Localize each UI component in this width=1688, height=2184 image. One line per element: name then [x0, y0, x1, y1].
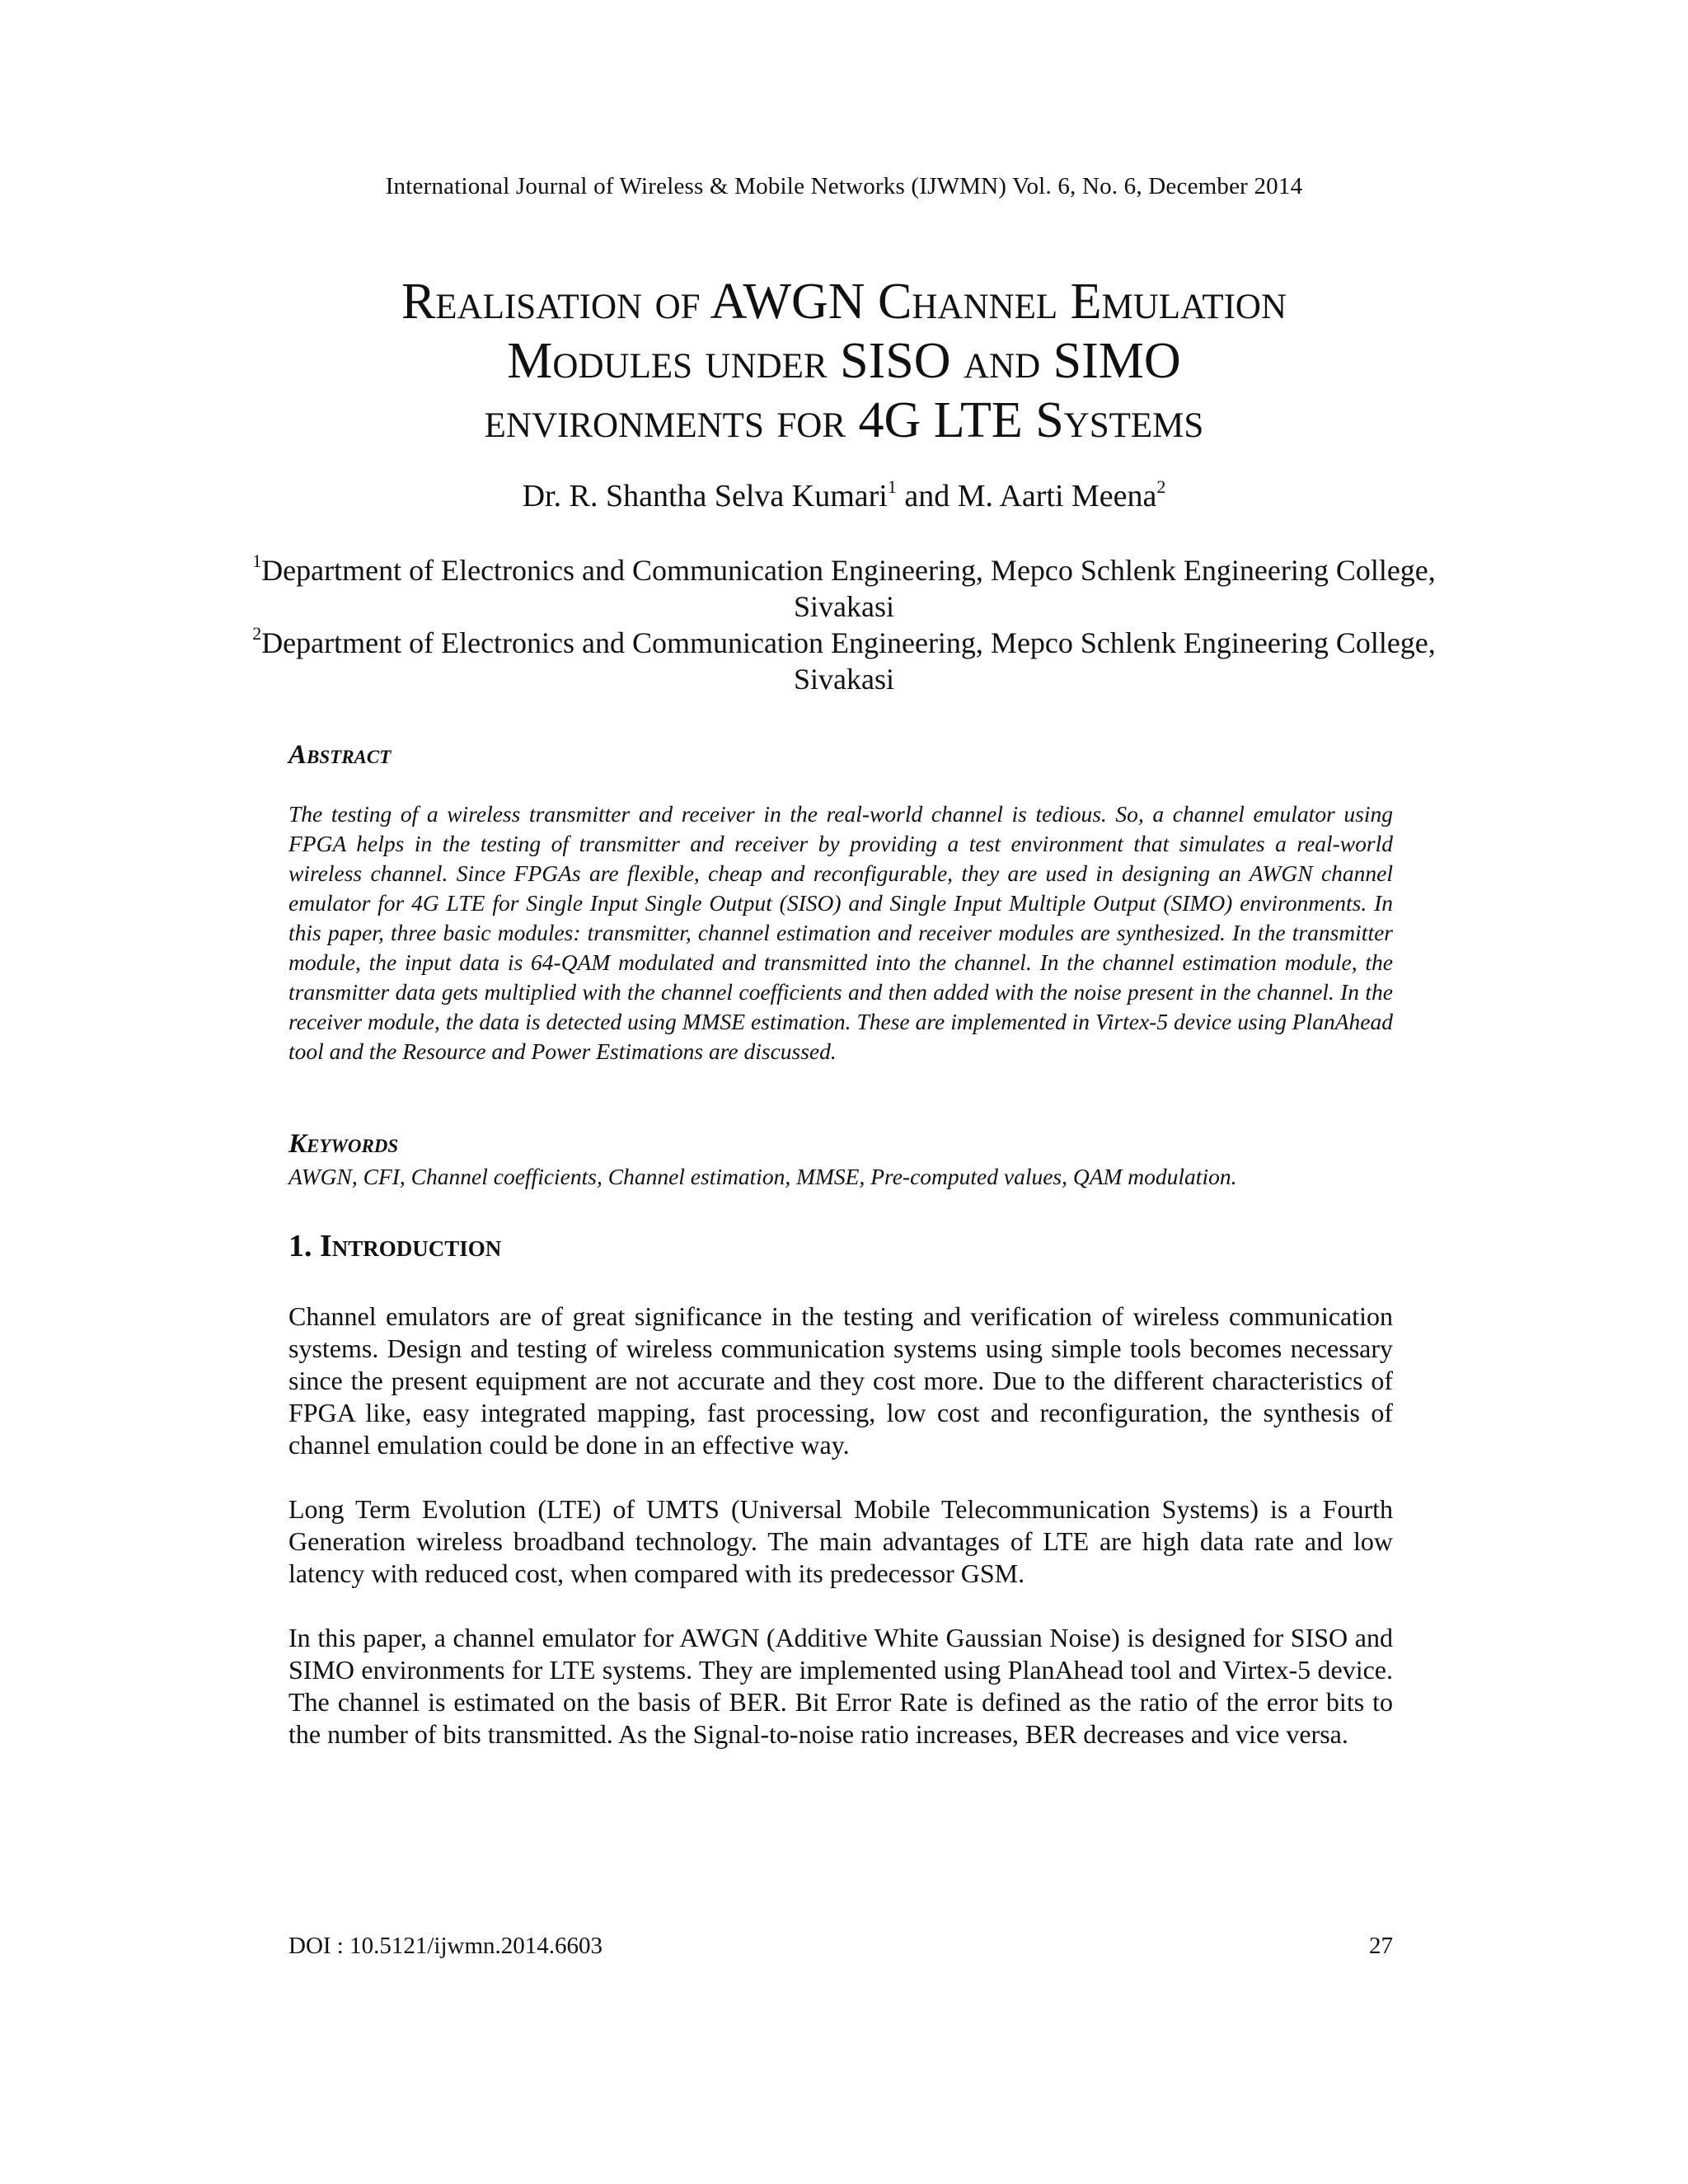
affiliation-marker: 1 [887, 476, 897, 497]
affiliations [247, 552, 1441, 697]
author-name: M. Aarti Meena [957, 479, 1157, 513]
affiliation-marker: 2 [1156, 476, 1166, 497]
affiliation [247, 552, 1441, 625]
body-paragraph: In this paper, a channel emulator for AWGN (Additive White Gaussian Noise) is designed for SISO and SIMO environments for LTE systems. They are implemented using PlanAhead tool and Virtex-5 device. The channel is estimated on the basis of BER. Bit Error Rate is defined as the ratio of the error bits to the number of bits transmitted. As the Signal-to-noise ratio increases, BER decreases and vice versa. [288, 1623, 1393, 1749]
footer-doi: DOI : 10.5121/ijwmn.2014.6603 [288, 1933, 603, 1959]
paper-title [165, 272, 1523, 450]
affiliation-marker: 1 [252, 551, 262, 571]
introduction-heading: 1. Introduction [288, 1229, 502, 1263]
affiliation [247, 625, 1441, 697]
author-list [0, 478, 1688, 514]
abstract-heading: Abstract [288, 740, 392, 770]
abstract-body: The testing of a wireless transmitter and receiver in the real-world channel is tedious. So, a channel emulator using FPGA helps in the testing of transmitter and receiver by providing a test environment that simulates a real-world wireless channel. Since FPGAs are flexible, cheap and reconfigurable, they are used in designing an AWGN channel emulator for 4G LTE for Single Input Single Output (SISO) and Single Input Multiple Output (SIMO) environments. In this paper, three basic modules: transmitter, channel estimation and receiver modules are synthesized. In the transmitter module, the input data is 64-QAM modulated and transmitted into the channel. In the channel estimation module, the transmitter data gets multiplied with the channel coefficients and then added with the noise present in the channel. In the receiver module, the data is detected using MMSE estimation. These are implemented in Virtex-5 device using PlanAhead tool and the Resource and Power Estimations are discussed. [288, 801, 1393, 1064]
keywords-body: AWGN, CFI, Channel coefficients, Channel estimation, MMSE, Pre-computed values, QAM modulation. [288, 1164, 1237, 1189]
affiliation-marker: 2 [252, 623, 262, 644]
title-line: Realisation of AWGN Channel Emulation [401, 274, 1287, 330]
keywords-heading: Keywords [288, 1129, 399, 1159]
author-joiner: and [896, 479, 958, 513]
journal-running-header: International Journal of Wireless & Mobile Networks (IJWMN) Vol. 6, No. 6, December 2014 [385, 173, 1303, 199]
body-paragraph: Channel emulators are of great significance in the testing and verification of wireless communication systems. Design and testing of wireless communication systems using simple tools becomes necessary since the present equipment are not accurate and they cost more. Due to the different characteristics of FPGA like, easy integrated mapping, fast processing, low cost and reconfiguration, the synthesis of channel emulation could be done in an effective way. [288, 1301, 1393, 1460]
affiliation-text: Department of Electronics and Communication Engineering, Mepco Schlenk Engineering College, Sivakasi [261, 626, 1436, 696]
title-line: Modules under SISO and SIMO [507, 333, 1181, 389]
affiliation-text: Department of Electronics and Communication Engineering, Mepco Schlenk Engineering College, Sivakasi [261, 554, 1436, 623]
body-paragraph: Long Term Evolution (LTE) of UMTS (Universal Mobile Telecommunication Systems) is a Fourth Generation wireless broadband technology. The main advantages of LTE are high data rate and low latency with reduced cost, when compared with its predecessor GSM. [288, 1494, 1393, 1588]
author-name: Dr. R. Shantha Selva Kumari [522, 479, 888, 513]
title-line: environments for 4G LTE Systems [484, 392, 1204, 448]
page-number: 27 [1369, 1933, 1393, 1959]
